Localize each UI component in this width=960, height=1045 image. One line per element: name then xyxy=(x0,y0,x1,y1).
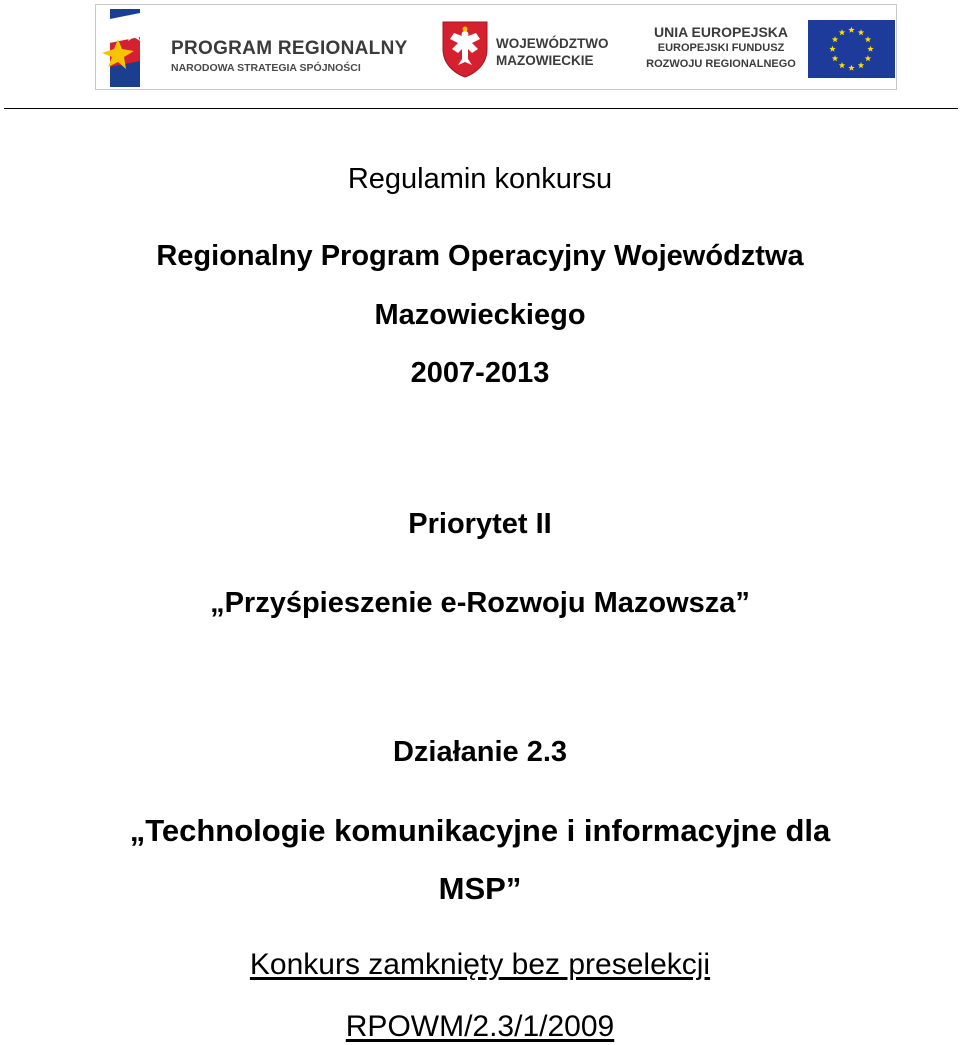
priority-name: „Przyśpieszenie e-Rozwoju Mazowsza” xyxy=(210,587,750,619)
eu-line1: UNIA EUROPEJSKA xyxy=(653,24,789,40)
program-subtitle: NARODOWA STRATEGIA SPÓJNOŚCI xyxy=(171,62,361,74)
contest-type: Konkurs zamknięty bez preselekcji xyxy=(249,948,711,981)
action-name-line2: MSP” xyxy=(438,871,522,906)
eu-line2: EUROPEJSKI FUNDUSZ xyxy=(657,42,785,54)
eu-line3: ROZWOJU REGIONALNEGO xyxy=(646,58,796,70)
program-title: PROGRAM REGIONALNY xyxy=(171,38,408,59)
contest-code: RPOWM/2.3/1/2009 xyxy=(345,1010,615,1043)
mazovia-eagle-shield-icon xyxy=(440,19,490,79)
voivodeship-line2: MAZOWIECKIE xyxy=(496,53,594,68)
header-divider xyxy=(4,108,958,109)
action-name-line1: „Technologie komunikacyjne i informacyjne dla xyxy=(129,813,831,848)
program-name-line1: Regionalny Program Operacyjny Województwa xyxy=(156,240,804,272)
logo-banner xyxy=(95,4,897,90)
priority-label: Priorytet II xyxy=(408,508,552,540)
program-period: 2007-2013 xyxy=(410,357,550,389)
eu-flag-icon xyxy=(808,20,895,78)
program-name-line2: Mazowieckiego xyxy=(374,299,586,331)
voivodeship-line1: WOJEWÓDZTWO xyxy=(496,36,609,51)
document-heading: Regulamin konkursu xyxy=(347,163,613,195)
program-regionalny-logo xyxy=(100,9,150,87)
action-label: Działanie 2.3 xyxy=(392,736,568,768)
